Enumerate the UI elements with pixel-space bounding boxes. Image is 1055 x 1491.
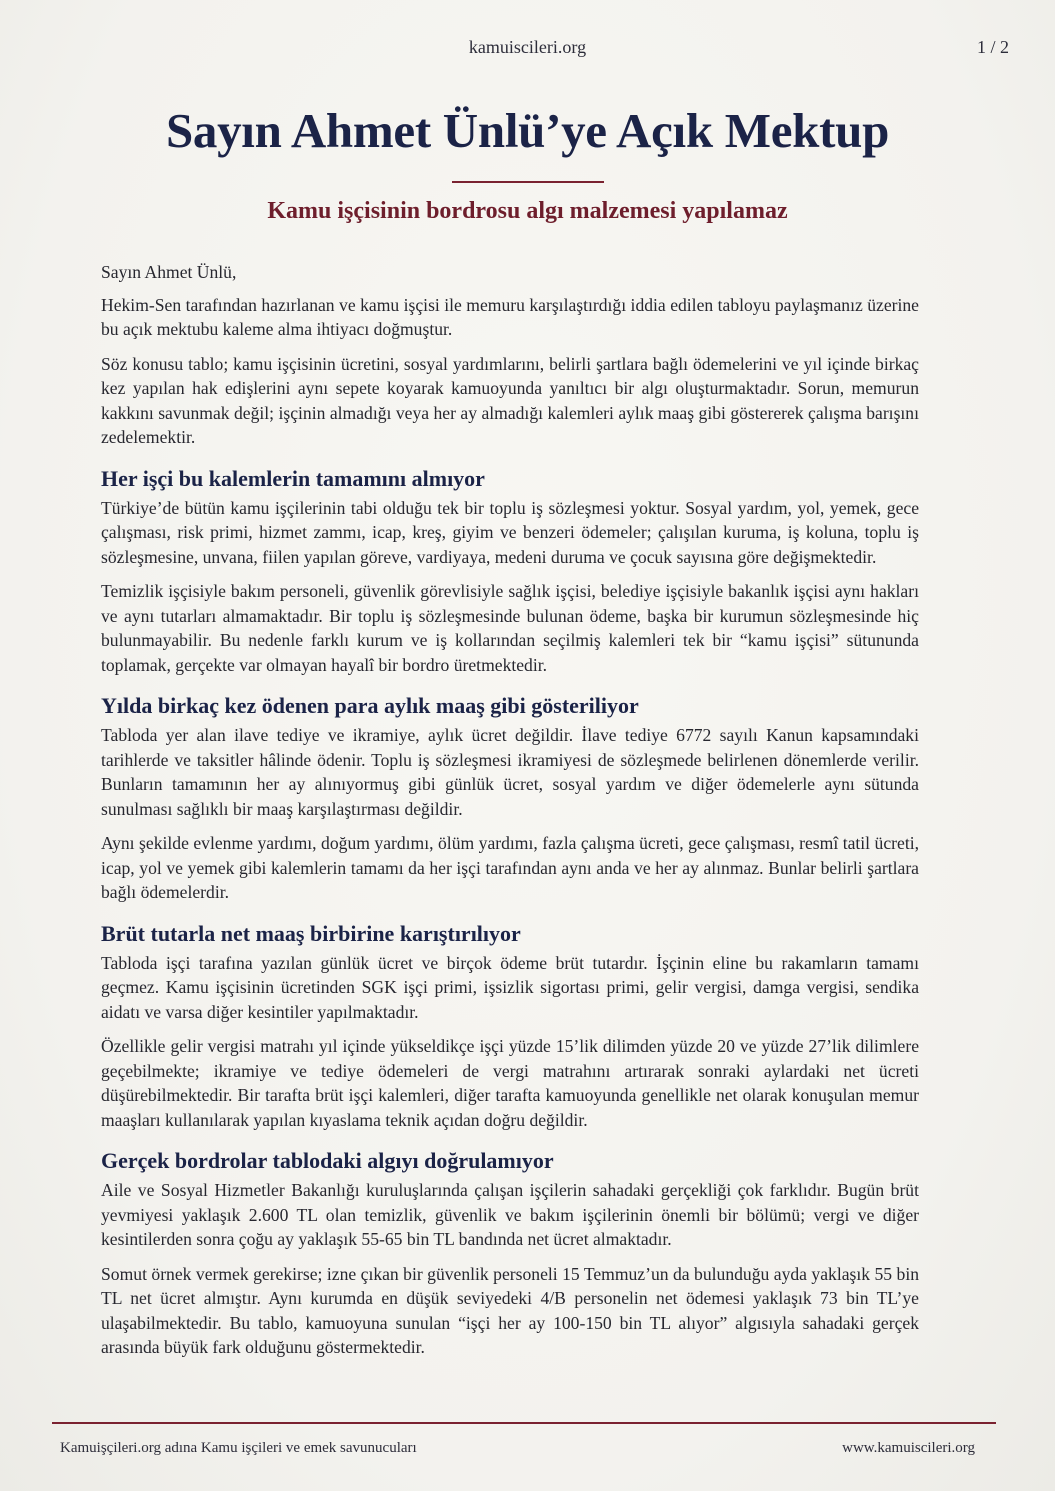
page-number: 1 / 2 bbox=[976, 37, 1009, 57]
section-paragraph: Özellikle gelir vergisi matrahı yıl içinde yükseldikçe işçi yüzde 15’lik dilimden yüzde 20 ve yüzde 27’lik dilimlere geçebilmekte; ikramiye ve tediye ödemeleri de vergi matrahını artırarak sonraki aylardaki net ücreti düşürebilmektedir. Bir tarafta brüt işçi kalemleri, diğer tarafta kamuoyunda genellikle net olarak konuşulan memur maaşları kullanılarak yapılan kıyaslama teknik açıdan doğru değildir. bbox=[101, 1036, 919, 1130]
intro-paragraph: Hekim-Sen tarafından hazırlanan ve kamu işçisi ile memuru karşılaştırdığı iddia edilen tabloyu paylaşmanız üzerine bu açık mektubu kaleme alma ihtiyacı doğmuştur. bbox=[101, 294, 919, 339]
intro-paragraph: Söz konusu tablo; kamu işçisinin ücretini, sosyal yardımlarını, belirli şartlara bağlı ödemelerini ve yıl içinde birkaç kez yapılan hak edişlerini aynı sepete koyarak kamuoyunda yanıltıcı bir algı oluşturmaktadır. Sorun, memurun kakkını savunmak değil; işçinin almadığı veya her ay almadığı kalemleri aylık maaş gibi göstererek çalışma barışını zedelemektir. bbox=[101, 353, 919, 447]
greeting: Sayın Ahmet Ünlü, bbox=[101, 262, 237, 282]
header-site-name: kamuiscileri.org bbox=[468, 37, 587, 57]
section-paragraph: Temizlik işçisiyle bakım personeli, güvenlik görevlisiyle sağlık işçisi, belediye işçisiyle bakanlık işçisi aynı hakları ve aynı tutarları almamaktadır. Bir toplu iş sözleşmesinde bulunan ödeme, başka bir kurumun sözleşmesinde hiç bulunmayabilir. Bu nedenle farklı kurum ve iş kollarından seçilmiş kalemleri tek bir “kamu işçisi” sütununda toplamak, gerçekte var olmayan hayalî bir bordro üretmektedir. bbox=[101, 581, 919, 675]
footer-signature: Kamuişçileri.org adına Kamu işçileri ve emek savunucuları bbox=[60, 1440, 417, 1456]
section-paragraph: Tabloda yer alan ilave tediye ve ikramiye, aylık ücret değildir. İlave tediye 6772 sayılı Kanun kapsamındaki tarihlerde ve taksitler hâlinde ödenir. Toplu iş sözleşmesi ikramiyesi de sözleşmede belirlenen dönemlerde verilir. Bunların tamamının her ay alınıyormuş gibi günlük ücret, sosyal yardım ve diğer ödemelerle aynı sütunda sunulması sağlıklı bir maaş karşılaştırması değildir. bbox=[101, 725, 919, 819]
title-divider bbox=[452, 181, 604, 183]
section-paragraph: Somut örnek vermek gerekirse; izne çıkan bir güvenlik personeli 15 Temmuz’un da bulunduğu ayda yaklaşık 55 bin TL net ücret almıştır. Aynı kurumda en düşük seviyedeki 4/B personelin net ödemesi yaklaşık 73 bin TL’ye ulaşabilmektedir. Bu tablo, kamuoyuna sunulan “işçi her ay 100-150 bin TL alıyor” algısıyla sahadaki gerçek arasında büyük fark olduğunu göstermektedir. bbox=[101, 1263, 919, 1357]
section-heading: Gerçek bordrolar tablodaki algıyı doğrulamıyor bbox=[101, 1148, 554, 1173]
section-heading: Her işçi bu kalemlerin tamamını almıyor bbox=[101, 465, 485, 491]
letter-title: Sayın Ahmet Ünlü’ye Açık Mektup bbox=[165, 103, 890, 158]
section-paragraph: Aynı şekilde evlenme yardımı, doğum yardımı, ölüm yardımı, fazla çalışma ücreti, gece çalışması, resmî tatil ücreti, icap, yol ve yemek gibi kalemlerin tamamı da her işçi tarafından aynı anda ve her ay alınmaz. Bunlar belirli şartlara bağlı ödemelerdir. bbox=[101, 833, 919, 902]
section-paragraph: Türkiye’de bütün kamu işçilerinin tabi olduğu tek bir toplu iş sözleşmesi yoktur. Sosyal yardım, yol, yemek, gece çalışması, risk primi, hizmet zammı, icap, kreş, giyim ve benzeri ödemeler; çalışılan kuruma, iş koluna, toplu iş sözleşmesine, unvana, fiilen yapılan göreve, vardiyaya, medeni duruma ve çocuk sayısına göre değişmektedir. bbox=[101, 497, 919, 567]
section-heading: Yılda birkaç kez ödenen para aylık maaş gibi gösteriliyor bbox=[101, 693, 639, 718]
section-paragraph: Aile ve Sosyal Hizmetler Bakanlığı kuruluşlarında çalışan işçilerin sahadaki gerçekliği çok farklıdır. Bugün brüt yevmiyesi yaklaşık 2.600 TL olan temizlik, güvenlik ve bakım işçilerinin önemli bir bölümü; vergi ve diğer kesintilerden sonra çoğu ay yaklaşık 55-65 bin TL bandında net ücret almaktadır. bbox=[101, 1180, 919, 1249]
footer-website-link[interactable]: www.kamuiscileri.org bbox=[842, 1440, 975, 1456]
section-heading: Brüt tutarla net maaş birbirine karıştırılıyor bbox=[101, 920, 521, 946]
footer-divider bbox=[52, 1422, 996, 1424]
letter-body bbox=[101, 260, 919, 1370]
letter-subtitle: Kamu işçisinin bordrosu algı malzemesi yapılamaz bbox=[267, 198, 788, 224]
section-paragraph: Tabloda işçi tarafına yazılan günlük ücret ve birçok ödeme brüt tutardır. İşçinin eline bu rakamların tamamı geçmez. Kamu işçisinin ücretinden SGK işçi primi, işsizlik sigortası primi, gelir vergisi, damga vergisi, sendika aidatı ve varsa diğer kesintiler yapılmaktadır. bbox=[101, 952, 919, 1022]
